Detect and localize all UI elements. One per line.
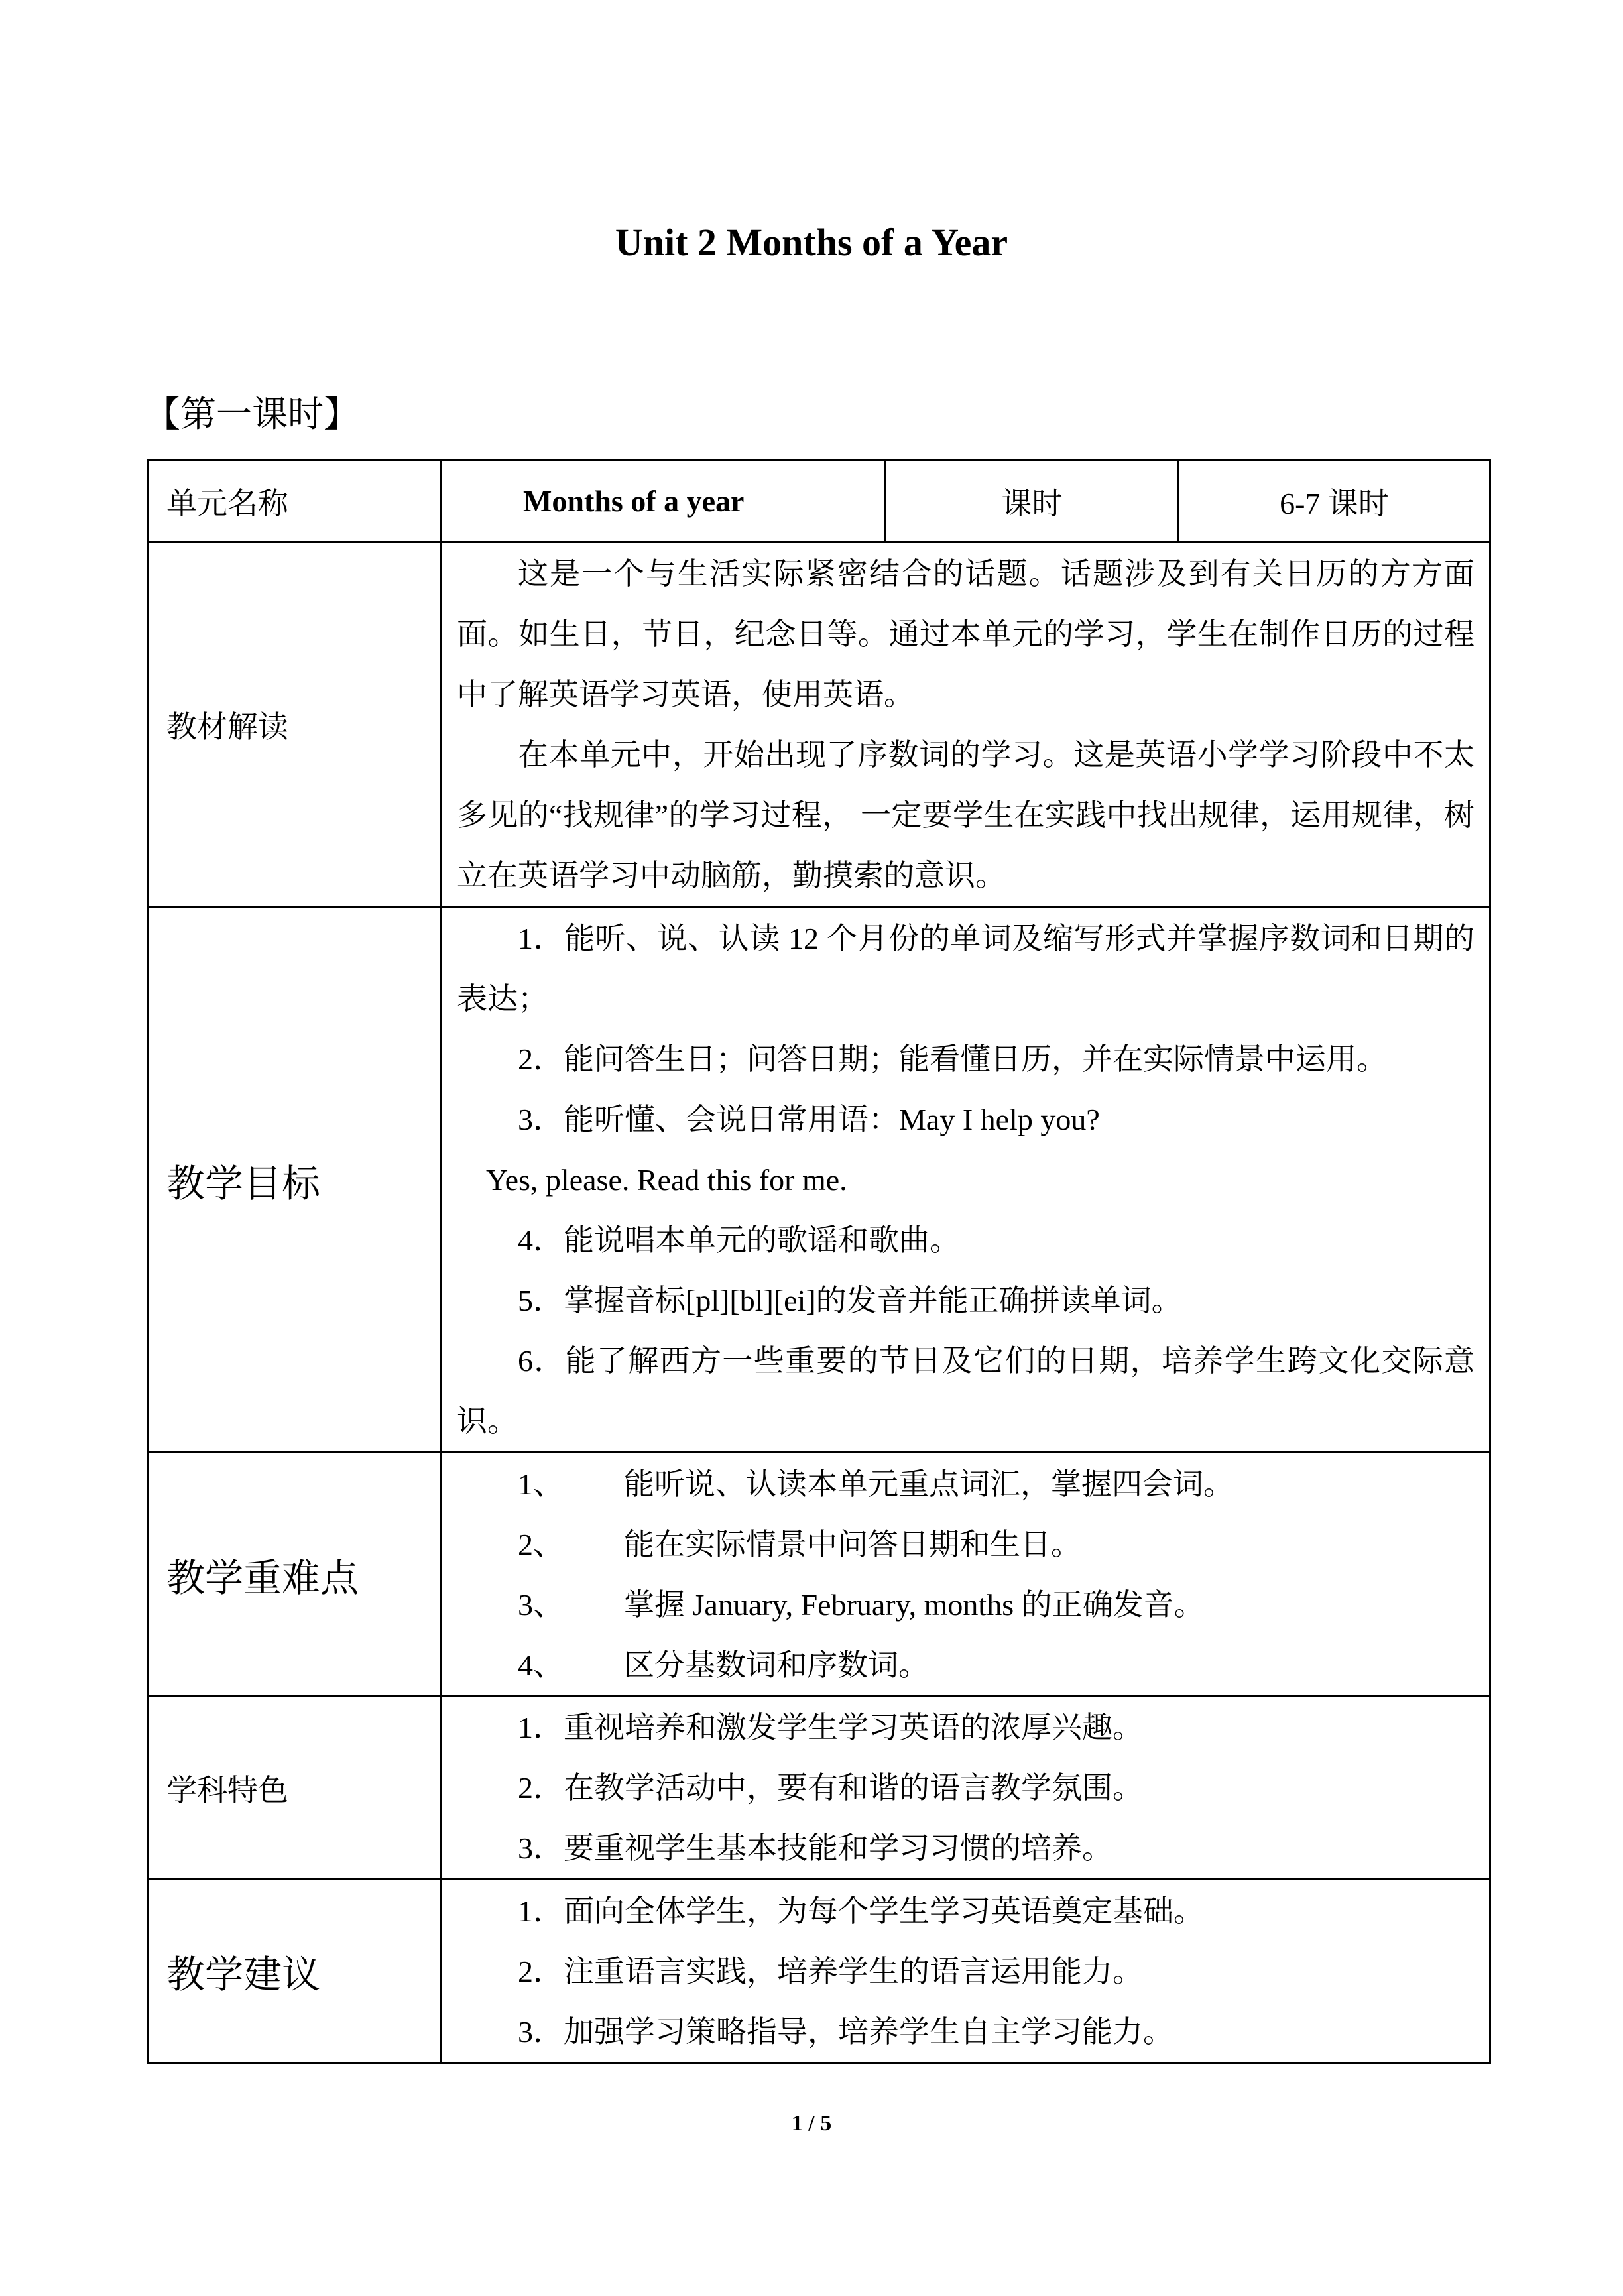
teaching-objectives-content [442,908,1490,1453]
key-points-row [149,1453,1490,1697]
objective-item: 6．能了解西方一些重要的节日及它们的日期，培养学生跨文化交际意识。 [457,1344,1474,1438]
period-label: 课时 [886,460,1179,542]
feature-item: 1．重视培养和激发学生学习英语的浓厚兴趣。 [518,1711,1143,1744]
key-point-number: 3、 [518,1587,564,1622]
teaching-objectives-label: 教学目标 [149,908,442,1453]
feature-item: 2．在教学活动中，要有和谐的语言教学氛围。 [518,1771,1143,1805]
key-points-content [442,1453,1490,1697]
lesson-plan-table [147,459,1491,2064]
page-number: 1 / 5 [791,2111,832,2136]
key-points-label: 教学重难点 [149,1453,442,1697]
key-point-text: 能在实际情景中问答日期和生日。 [624,1527,1081,1561]
teaching-suggestions-row [149,1880,1490,2063]
objective-item: Yes, please. Read this for me. [486,1163,847,1197]
header-row [149,460,1490,542]
objective-item: 1．能听、说、认读 12 个月份的单词及缩写形式并掌握序数词和日期的表达； [457,922,1474,1016]
suggestion-item: 2．注重语言实践，培养学生的语言运用能力。 [518,1954,1143,1988]
material-analysis-content [442,542,1490,908]
objective-item: 2．能问答生日；问答日期；能看懂日历，并在实际情景中运用。 [518,1042,1387,1076]
subject-features-content [442,1697,1490,1880]
key-point-item [457,1575,1474,1635]
material-analysis-row [149,542,1490,908]
key-point-number: 2、 [518,1527,564,1561]
unit-name-label: 单元名称 [149,460,442,542]
key-point-text: 区分基数词和序数词。 [624,1648,929,1682]
key-point-number: 4、 [518,1648,564,1682]
period-value: 6-7 课时 [1179,460,1490,542]
suggestion-item: 3．加强学习策略指导，培养学生自主学习能力。 [518,2014,1173,2049]
material-analysis-label: 教材解读 [149,542,442,908]
teaching-suggestions-content [442,1880,1490,2063]
key-point-text: 掌握 January, February, months 的正确发音。 [624,1587,1205,1622]
subject-features-label: 学科特色 [149,1697,442,1880]
unit-name-value: Months of a year [442,460,886,542]
suggestion-item: 1．面向全体学生，为每个学生学习英语奠定基础。 [518,1894,1204,1928]
objective-item: 4．能说唱本单元的歌谣和歌曲。 [518,1223,960,1257]
teaching-suggestions-label: 教学建议 [149,1880,442,2063]
key-point-item [457,1514,1474,1575]
feature-item: 3．要重视学生基本技能和学习习惯的培养。 [518,1831,1112,1865]
key-point-item [457,1454,1474,1514]
subject-features-row [149,1697,1490,1880]
key-point-text: 能听说、认读本单元重点词汇，掌握四会词。 [624,1467,1234,1501]
key-point-number: 1、 [518,1467,564,1501]
objective-item: 3．能听懂、会说日常用语：May I help you? [518,1103,1100,1136]
teaching-objectives-row [149,908,1490,1453]
lesson-heading: 【第一课时】 [145,394,359,434]
key-point-item [457,1635,1474,1695]
document-title: Unit 2 Months of a Year [615,221,1008,264]
material-paragraph: 这是一个与生活实际紧密结合的话题。话题涉及到有关日历的方方面面。如生日，节日，纪念日等。通过本单元的学习，学生在制作日历的过程中了解英语学习英语，使用英语。 [457,557,1474,711]
objective-item: 5．掌握音标[pl][bl][ei]的发音并能正确拼读单词。 [518,1284,1182,1317]
material-paragraph: 在本单元中，开始出现了序数词的学习。这是英语小学学习阶段中不太多见的“找规律”的学习过程， 一定要学生在实践中找出规律，运用规律，树立在英语学习中动脑筋，勤摸索的意识。 [457,738,1474,892]
